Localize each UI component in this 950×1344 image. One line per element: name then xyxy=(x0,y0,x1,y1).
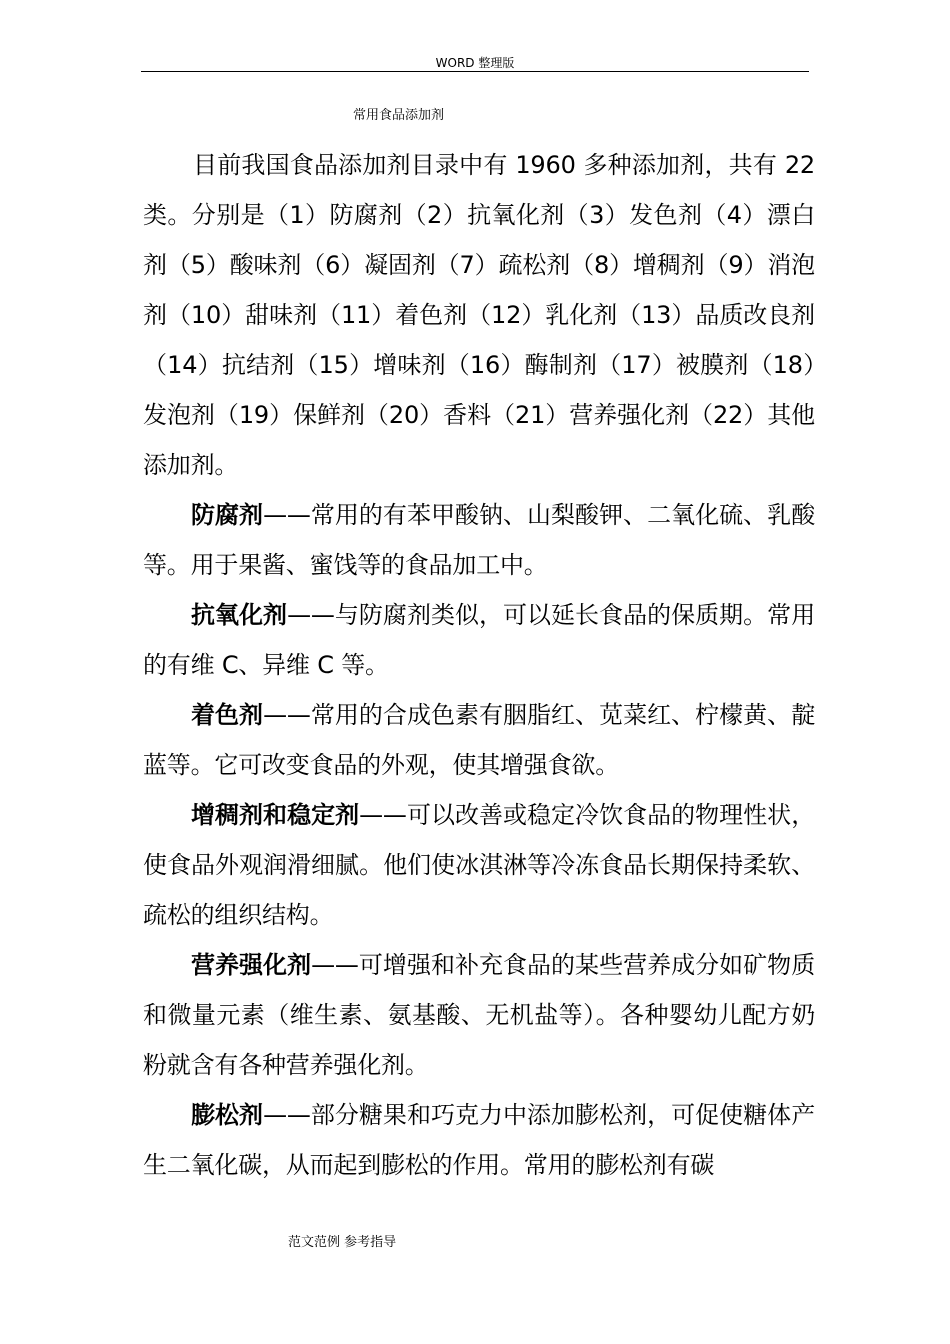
section-term: 着色剂 xyxy=(191,701,264,729)
section-term: 抗氧化剂 xyxy=(191,601,288,629)
section-nutrient-fortifier xyxy=(143,940,815,1090)
section-text: ——与防腐剂类似，可以延长食品的保质期。常用的有维 C、异维 C 等。 xyxy=(143,601,815,679)
section-text: ——常用的合成色素有胭脂红、苋菜红、柠檬黄、靛蓝等。它可改变食品的外观，使其增强食欲。 xyxy=(143,701,815,779)
section-thickener xyxy=(143,790,815,940)
section-antioxidant xyxy=(143,590,815,690)
section-text: ——可增强和补充食品的某些营养成分如矿物质和微量元素（维生素、氨基酸、无机盐等）。各种婴幼儿配方奶粉就含有各种营养强化剂。 xyxy=(143,951,815,1079)
page-footer: 范文范例 参考指导 xyxy=(288,1235,397,1250)
header-divider xyxy=(141,71,809,72)
section-term: 营养强化剂 xyxy=(191,951,312,979)
section-leavening-agent xyxy=(143,1090,815,1190)
document-body xyxy=(143,140,815,1190)
section-term: 增稠剂和稳定剂 xyxy=(191,801,360,829)
section-preservative xyxy=(143,490,815,590)
document-title: 常用食品添加剂 xyxy=(353,108,445,123)
section-colorant xyxy=(143,690,815,790)
section-term: 防腐剂 xyxy=(191,501,264,529)
section-text: ——部分糖果和巧克力中添加膨松剂，可促使糖体产生二氧化碳，从而起到膨松的作用。常用的膨松剂有碳 xyxy=(143,1101,815,1179)
intro-paragraph: 目前我国食品添加剂目录中有 1960 多种添加剂，共有 22 类。分别是（1）防腐剂（2）抗氧化剂（3）发色剂（4）漂白剂（5）酸味剂（6）凝固剂（7）疏松剂（8）增稠剂（9）消泡剂（10）甜味剂（11）着色剂（12）乳化剂（13）品质改良剂（14）抗结剂（15）增味剂（16）酶制剂（17）被膜剂（18）发泡剂（19）保鲜剂（20）香料（21）营养强化剂（22）其他添加剂。 xyxy=(143,151,815,479)
page-header: WORD 整理版 xyxy=(435,56,515,70)
section-term: 膨松剂 xyxy=(191,1101,264,1129)
section-text: ——可以改善或稳定冷饮食品的物理性状，使食品外观润滑细腻。他们使冰淇淋等冷冻食品长期保持柔软、疏松的组织结构。 xyxy=(143,801,815,929)
section-text: ——常用的有苯甲酸钠、山梨酸钾、二氧化硫、乳酸等。用于果酱、蜜饯等的食品加工中。 xyxy=(143,501,815,579)
